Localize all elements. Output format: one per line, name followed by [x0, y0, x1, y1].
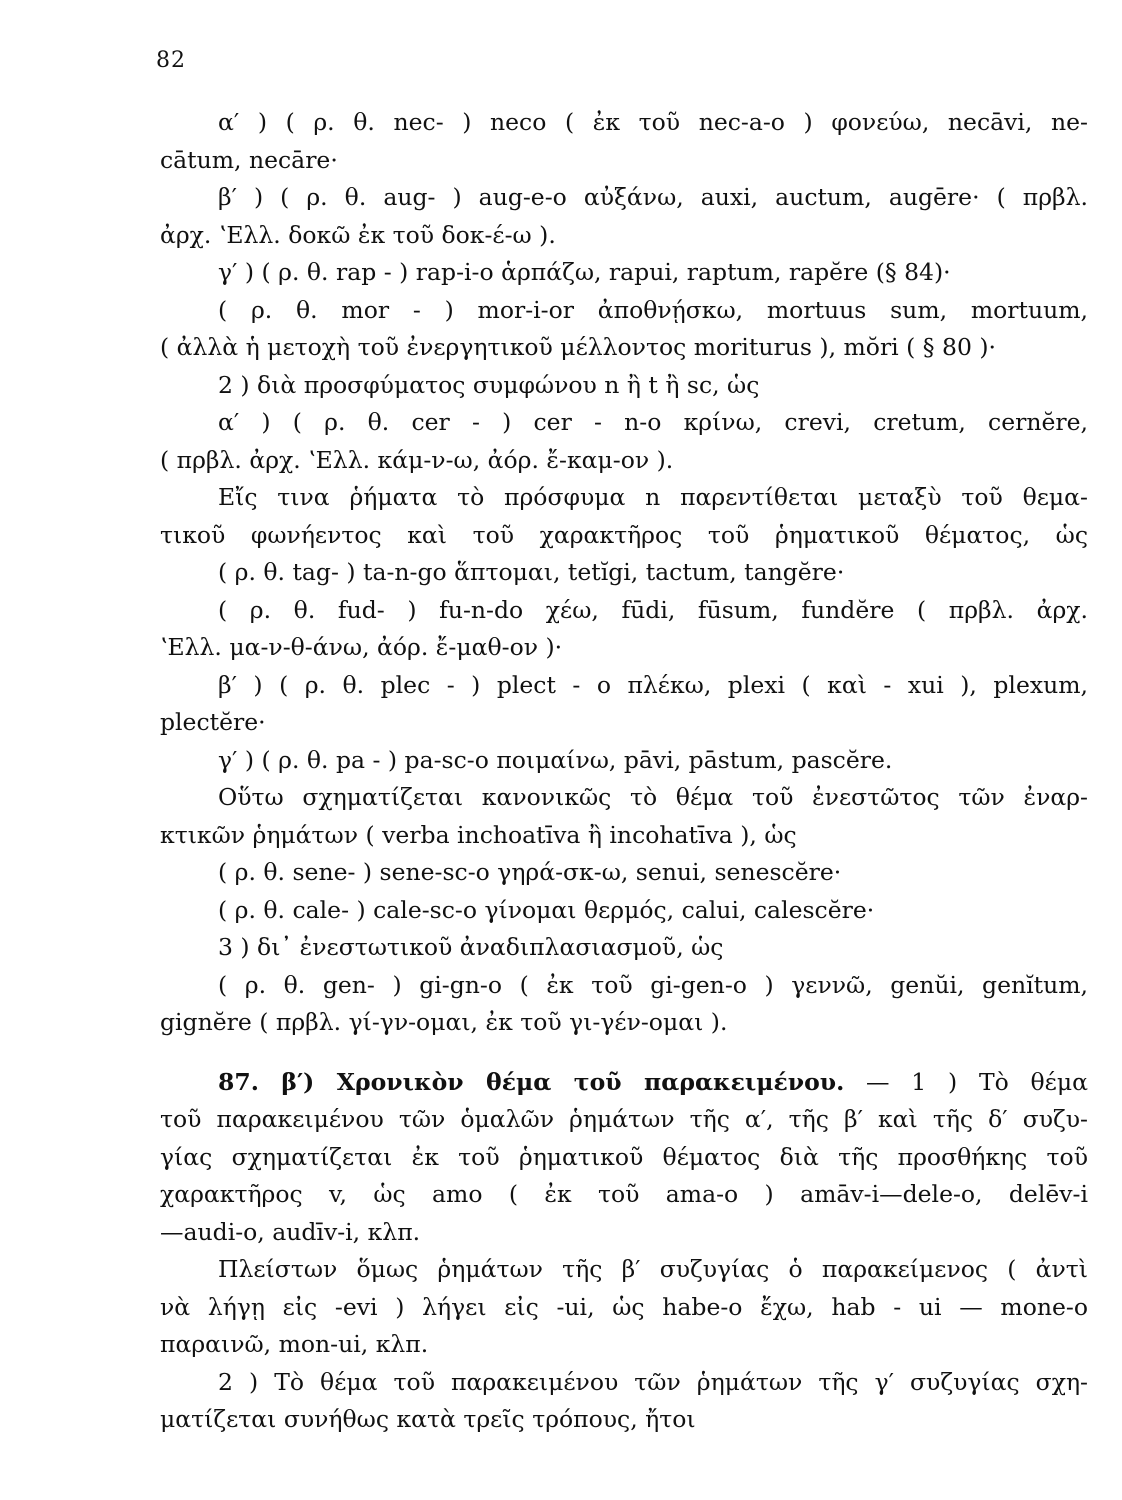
page-number: 82	[156, 48, 186, 73]
text-line: ἀρχ. ʽΕλλ. δοκῶ ἐκ τοῦ δοκ-έ-ω ).	[160, 220, 556, 249]
text-line: τικοῦ φωνήεντος καὶ τοῦ χαρακτῆρος τοῦ ῥηματικοῦ θέματος, ὡς	[160, 520, 1088, 549]
text-line: plectĕre·	[160, 708, 266, 736]
section-87-heading-line	[160, 1064, 1088, 1102]
text-line: cātum, necāre·	[160, 145, 338, 174]
text-line: β′ ) ( ρ. θ. plec - ) plect - o πλέκω, plexi ( καὶ - xui ), plexum,	[218, 670, 1088, 699]
text-line: γίας σχηματίζεται ἐκ τοῦ ῥηματικοῦ θέματος διὰ τῆς προσθήκης τοῦ	[160, 1142, 1088, 1171]
text-line: ( ρ. θ. cale- ) cale-sc-o γίνομαι θερμός, calui, calescĕre·	[218, 895, 875, 924]
text-line: ( ρ. θ. mor - ) mor-i-or ἀποθνῄσκω, mortuus sum, mortuum,	[218, 295, 1088, 324]
text-line: ματίζεται συνήθως κατὰ τρεῖς τρόπους, ἤτοι	[160, 1405, 696, 1433]
text-line: Οὕτω σχηματίζεται κανονικῶς τὸ θέμα τοῦ ἐνεστῶτος τῶν ἐναρ-	[218, 783, 1088, 811]
text-line: β′ ) ( ρ. θ. aug- ) aug-e-o αὐξάνω, auxi, auctum, augēre· ( πρβλ.	[218, 183, 1088, 211]
text-line: 2 ) Τὸ θέμα τοῦ παρακειμένου τῶν ῥημάτων τῆς γ′ συζυγίας σχη-	[218, 1367, 1088, 1396]
section-87-heading: 87. β′) Χρονικὸν θέμα τοῦ παρακειμένου.	[218, 1067, 845, 1096]
text-line: ( ρ. θ. gen- ) gi-gn-o ( ἐκ τοῦ gi-gen-o ) γεννῶ, genŭi, genĭtum,	[218, 970, 1088, 999]
text-line: α′ ) ( ρ. θ. nec- ) neco ( ἐκ τοῦ nec-a-o ) φονεύω, necāvi, ne-	[218, 108, 1088, 136]
text-line: χαρακτῆρος v, ὡς amo ( ἐκ τοῦ ama-o ) amāv-i—dele-o, delēv-i	[160, 1180, 1088, 1208]
text-line: παραινῶ, mon-ui, κλπ.	[160, 1330, 429, 1358]
text-line: τοῦ παρακειμένου τῶν ὁμαλῶν ῥημάτων τῆς α′, τῆς β′ καὶ τῆς δ′ συζυ-	[160, 1105, 1088, 1133]
text-line: γ′ ) ( ρ. θ. pa - ) pa-sc-o ποιμαίνω, pāvi, pāstum, pascĕre.	[218, 745, 893, 774]
text-line: κτικῶν ῥημάτων ( verba inchoatīva ἢ incohatīva ), ὡς	[160, 820, 797, 849]
text-line: ( ρ. θ. tag- ) ta-n-go ἅπτομαι, tetĭgi, tactum, tangĕre·	[218, 558, 845, 586]
text-line: ( ρ. θ. fud- ) fu-n-do χέω, fūdi, fūsum, fundĕre ( πρβλ. ἀρχ.	[218, 595, 1088, 624]
text-line: ( πρβλ. ἀρχ. ʽΕλλ. κάμ-ν-ω, ἀόρ. ἔ-καμ-ον ).	[160, 445, 674, 474]
section-gap	[160, 1042, 1088, 1064]
text-line: gignĕre ( πρβλ. γί-γν-ομαι, ἐκ τοῦ γι-γέν-ομαι ).	[160, 1008, 728, 1036]
paragraph-block-upper	[160, 104, 1088, 1042]
text-line: Εἴς τινα ῥήματα τὸ πρόσφυμα n παρεντίθεται μεταξὺ τοῦ θεμα-	[218, 483, 1088, 511]
text-line: νὰ λήγῃ εἰς -evi ) λήγει εἰς -ui, ὡς habe-o ἔχω, hab - ui — mone-o	[160, 1292, 1088, 1321]
section-87-heading-rest: — 1 ) Τὸ θέμα	[844, 1067, 1088, 1096]
text-line: —audi-o, audīv-i, κλπ.	[160, 1217, 421, 1246]
text-line: ( ρ. θ. sene- ) sene-sc-o γηρά-σκ-ω, senui, senescĕre·	[218, 858, 842, 886]
text-line: α′ ) ( ρ. θ. cer - ) cer - n-o κρίνω, crevi, cretum, cernĕre,	[218, 408, 1088, 436]
text-line: ( ἀλλὰ ἡ μετοχὴ τοῦ ἐνεργητικοῦ μέλλοντος moriturus ), mŏri ( § 80 )·	[160, 333, 997, 361]
body-text	[160, 104, 1088, 1439]
text-line: Πλείστων ὅμως ῥημάτων τῆς β′ συζυγίας ὁ παρακείμενος ( ἀντὶ	[218, 1255, 1088, 1283]
text-line: 2 ) διὰ προσφύματος συμφώνου n ἢ t ἢ sc, ὡς	[218, 370, 760, 399]
text-line: 3 ) δι᾽ ἐνεστωτικοῦ ἀναδιπλασιασμοῦ, ὡς	[218, 933, 724, 961]
paragraph-block-section-87	[160, 1101, 1088, 1439]
text-line: ʽΕλλ. μα-ν-θ-άνω, ἀόρ. ἔ-μαθ-ον )·	[160, 633, 563, 661]
text-line: γ′ ) ( ρ. θ. rap - ) rap-i-o ἁρπάζω, rapui, raptum, rapĕre (§ 84)·	[218, 258, 951, 286]
